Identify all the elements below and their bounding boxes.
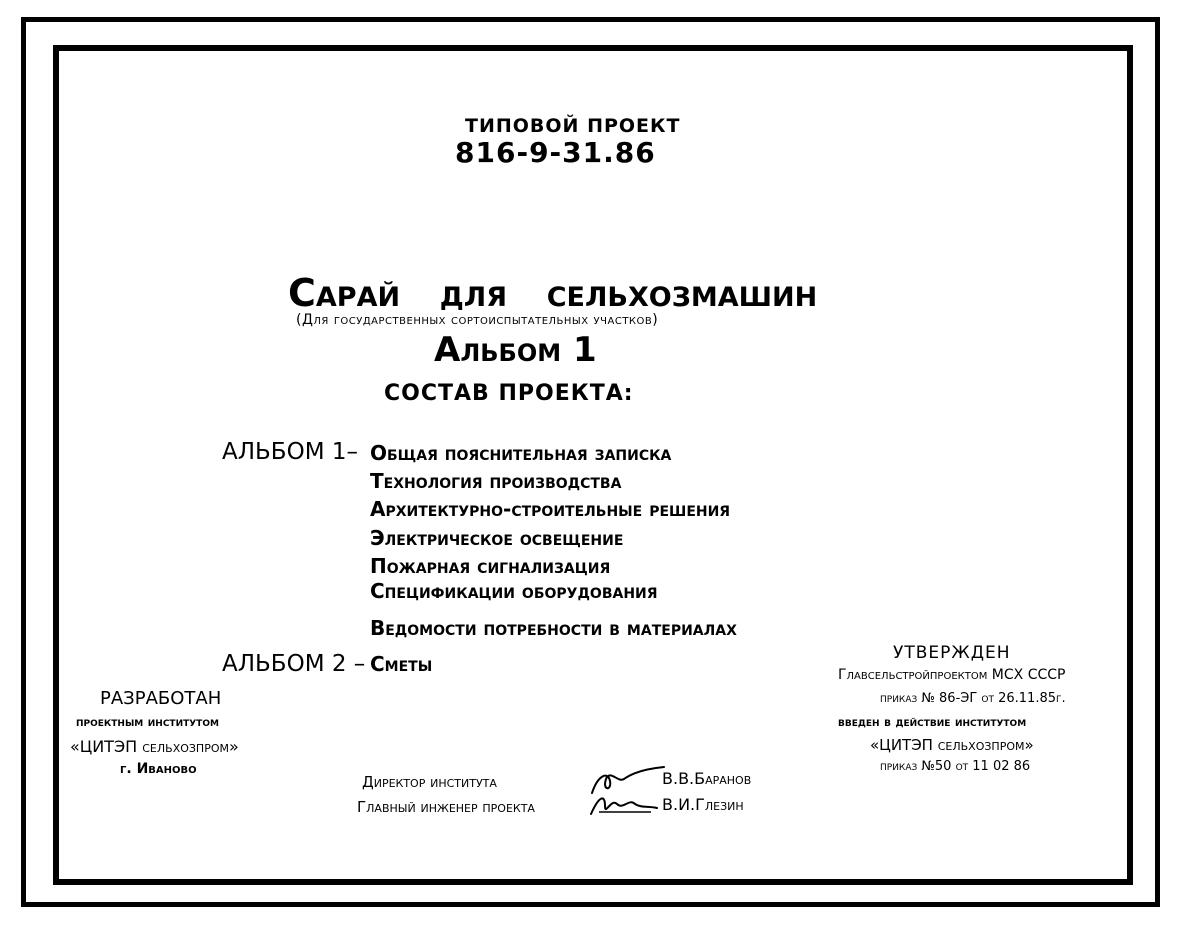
album-2-label: АЛЬБОМ 2 – bbox=[222, 651, 366, 677]
album-1-item: Технология производства bbox=[370, 469, 622, 493]
album-1-item: Спецификации оборудования bbox=[370, 579, 658, 603]
developed-line: проектным институтом bbox=[76, 715, 219, 730]
album-1-item: Общая пояснительная записка bbox=[370, 441, 672, 465]
engineer-signature bbox=[585, 790, 665, 818]
developed-line: «ЦИТЭП сельхозпром» bbox=[70, 737, 239, 756]
album-1-item: Пожарная сигнализация bbox=[370, 554, 611, 578]
developed-title: РАЗРАБОТАН bbox=[100, 688, 222, 709]
approved-line: Главсельстройпроектом МСХ СССР bbox=[838, 667, 1066, 683]
director-role: Директор института bbox=[362, 773, 497, 791]
developed-line: г. Иваново bbox=[120, 761, 197, 777]
album-1-item: Электрическое освещение bbox=[370, 526, 624, 550]
album-title: Альбом 1 bbox=[434, 330, 597, 370]
album-1-item: Ведомости потребности в материалах bbox=[370, 616, 737, 640]
approved-line: «ЦИТЭП сельхозпром» bbox=[870, 736, 1034, 754]
album-2-item: Сметы bbox=[370, 652, 433, 676]
main-title: Сарай для сельхозмашин bbox=[288, 271, 818, 315]
album-1-label: АЛЬБОМ 1– bbox=[222, 439, 358, 465]
approved-line: приказ № 86-ЭГ от 26.11.85г. bbox=[880, 691, 1066, 706]
approved-line: приказ №50 от 11 02 86 bbox=[880, 759, 1031, 774]
engineer-role: Главный инженер проекта bbox=[357, 798, 535, 816]
composition-heading: СОСТАВ ПРОЕКТА: bbox=[384, 381, 634, 406]
approved-line: введен в действие институтом bbox=[838, 715, 1027, 730]
album-1-item: Архитектурно-строительные решения bbox=[370, 497, 731, 521]
director-name: В.В.Баранов bbox=[662, 769, 752, 788]
type-project-label: ТИПОВОЙ ПРОЕКТ bbox=[465, 115, 681, 137]
approved-title: УТВЕРЖДЕН bbox=[893, 643, 1011, 663]
subtitle: (Для государственных сортоиспытательных участков) bbox=[296, 312, 659, 328]
project-number: 816-9-31.86 bbox=[455, 136, 656, 169]
engineer-name: В.И.Глезин bbox=[662, 795, 744, 814]
